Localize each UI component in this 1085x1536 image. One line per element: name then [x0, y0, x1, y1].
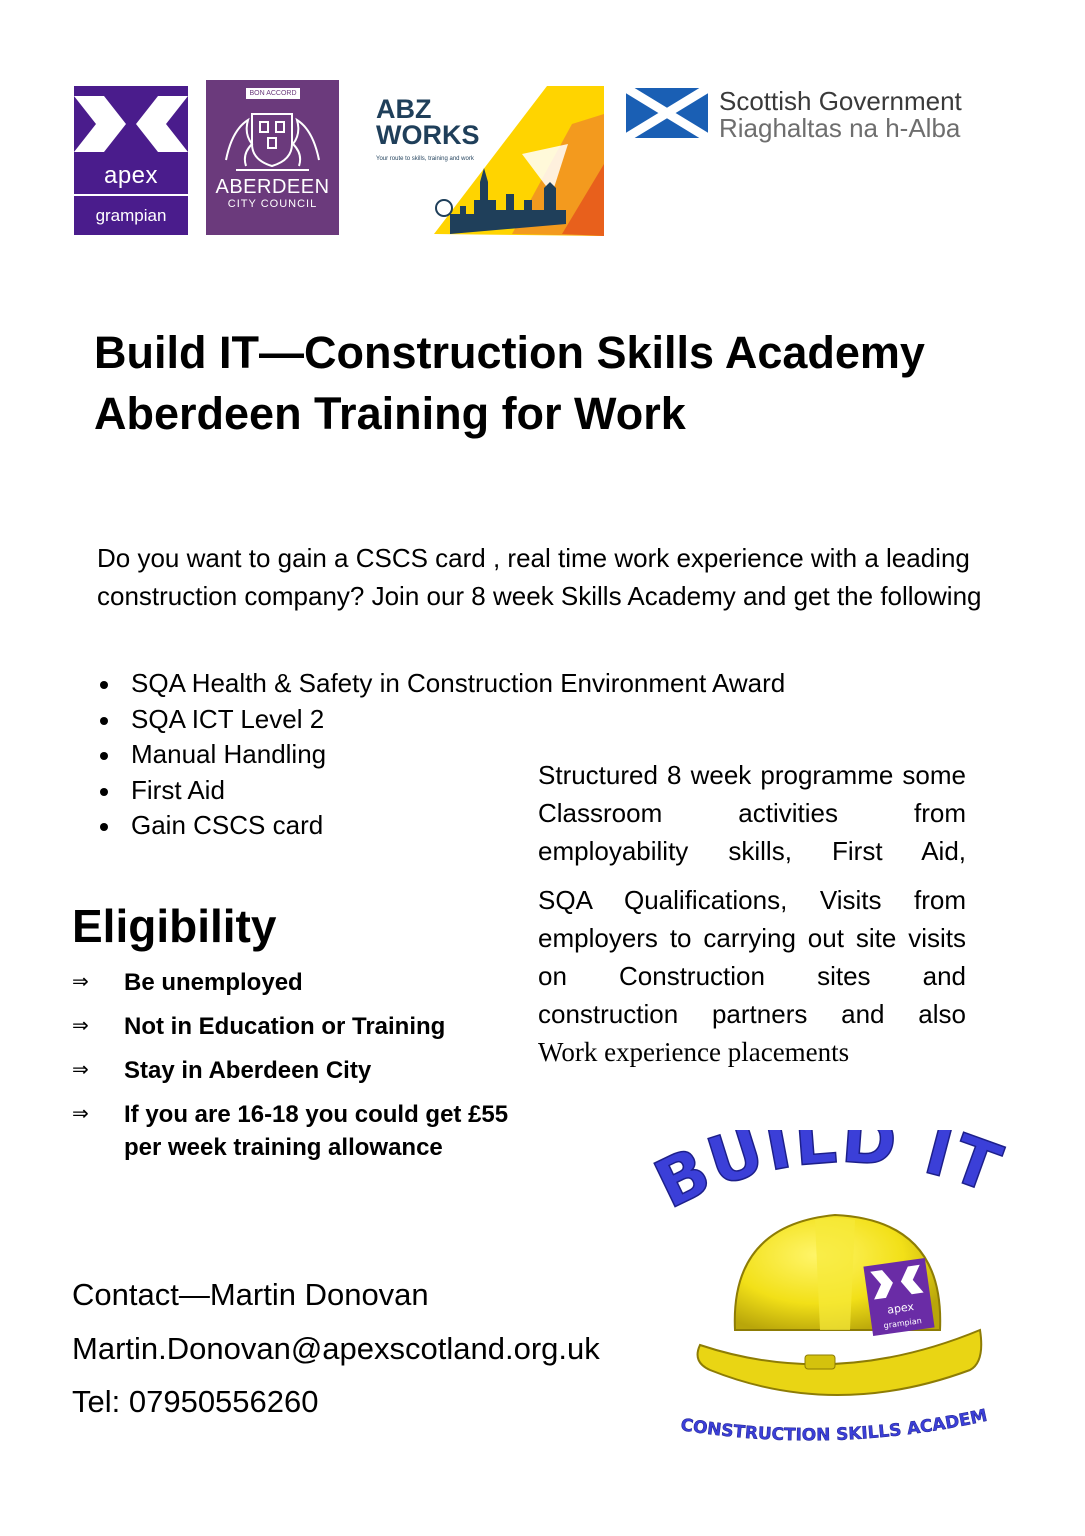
- intro-paragraph: Do you want to gain a CSCS card , real time work experience with a leading construction company? Join our 8 week Skills Academy and get the following: [97, 543, 982, 611]
- contact-name: Contact—Martin Donovan: [72, 1277, 429, 1312]
- build-it-logo: [640, 1130, 1040, 1470]
- saltire-flag-icon: [626, 88, 708, 138]
- list-item: SQA ICT Level 2: [97, 702, 785, 738]
- programme-para-3: Work experience placements: [538, 1037, 850, 1067]
- contact-email-link[interactable]: Martin.Donovan@apexscotland.org.uk: [72, 1330, 600, 1366]
- apex-chevron-icon: [74, 86, 188, 162]
- title-line-2: Aberdeen Training for Work: [94, 388, 686, 439]
- eligibility-item: [72, 1010, 544, 1043]
- build-it-title: BUILD IT: [643, 1130, 1012, 1224]
- programme-para-2: SQA Qualifications, Visits from employers to carrying out site visits on Construction sites and construction partners and also: [538, 885, 966, 1029]
- eligibility-list: [72, 966, 544, 1175]
- helmet-badge-text: apex: [886, 1300, 915, 1317]
- contact-block: [72, 1268, 600, 1429]
- helmet-badge-sub: grampian: [883, 1316, 923, 1331]
- coat-of-arms-icon: [206, 100, 339, 180]
- aberdeen-city-council-logo: [206, 80, 339, 235]
- list-item: Manual Handling: [97, 737, 785, 773]
- eligibility-item: [72, 1054, 544, 1087]
- scotgov-name-english: Scottish Government: [719, 86, 962, 116]
- eligibility-heading: Eligibility: [72, 900, 277, 952]
- abz-tagline: Your route to skills, training and work: [376, 156, 474, 162]
- list-item: Gain CSCS card: [97, 808, 785, 844]
- scottish-government-logo: [626, 86, 1006, 144]
- page-title: [94, 322, 925, 444]
- eligibility-text: Stay in Aberdeen City: [124, 1057, 372, 1084]
- abz-line1: ABZ: [376, 94, 432, 124]
- eligibility-text: Not in Education or Training: [124, 1013, 446, 1040]
- programme-description: [538, 756, 966, 1071]
- abz-works-logo: [372, 84, 604, 236]
- eligibility-item: [72, 966, 544, 999]
- arrow-right-icon: ⇒: [72, 1103, 89, 1125]
- eligibility-text: Be unemployed: [124, 969, 303, 996]
- eligibility-text: If you are 16-18 you could get £55 per week training allowance: [124, 1101, 509, 1161]
- council-sub: CITY COUNCIL: [227, 198, 318, 210]
- build-it-subtitle: CONSTRUCTION SKILLS ACADEM: [679, 1405, 990, 1446]
- build-it-hard-hat-icon: [640, 1130, 1040, 1470]
- arrow-right-icon: ⇒: [72, 971, 89, 993]
- list-item: SQA Health & Safety in Construction Environment Award: [97, 666, 785, 702]
- apex-grampian-logo: [74, 86, 188, 235]
- apex-logo-name: apex: [103, 162, 159, 189]
- programme-para-1: Structured 8 week programme some Classroom activities from employability skills, First Aid,: [538, 760, 966, 866]
- title-line-1: Build IT—Construction Skills Academy: [94, 327, 925, 378]
- abz-line2: WORKS: [376, 120, 480, 150]
- council-name: ABERDEEN: [215, 176, 330, 198]
- svg-text:BUILD IT: [643, 1130, 1012, 1224]
- contact-phone: Tel: 07950556260: [72, 1384, 319, 1419]
- apex-logo-sub: grampian: [95, 206, 167, 225]
- council-motto: BON ACCORD: [246, 88, 300, 99]
- apex-logo-divider: [74, 194, 188, 196]
- eligibility-item: [72, 1098, 544, 1164]
- list-item: First Aid: [97, 773, 785, 809]
- arrow-right-icon: ⇒: [72, 1015, 89, 1037]
- scotgov-name-gaelic: Riaghaltas na h-Alba: [719, 113, 961, 143]
- abz-works-title: [376, 96, 480, 148]
- arrow-right-icon: ⇒: [72, 1059, 89, 1081]
